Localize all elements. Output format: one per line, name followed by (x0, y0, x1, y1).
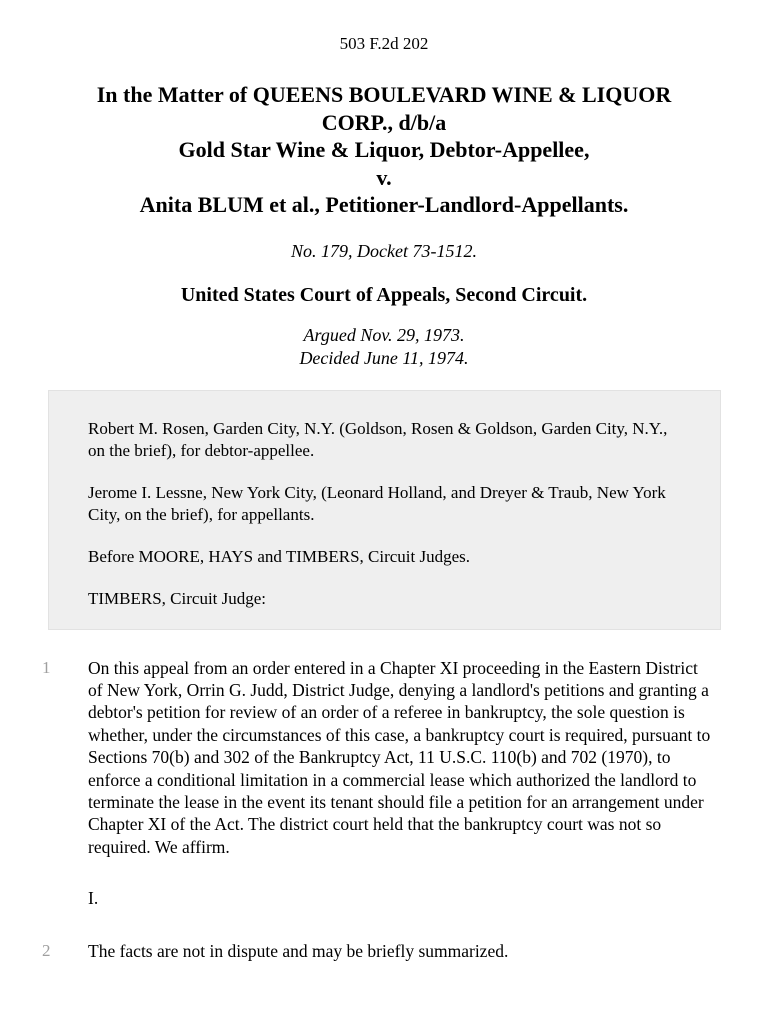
docket-number: No. 179, Docket 73-1512. (291, 240, 477, 261)
section-heading: I. (88, 888, 99, 909)
case-dates (0, 324, 768, 370)
case-title-line: In the Matter of QUEENS BOULEVARD WINE & LIQUOR (96, 82, 672, 107)
case-citation: 503 F.2d 202 (339, 34, 429, 53)
opinion-body (0, 657, 768, 962)
opinion-paragraph (0, 657, 768, 859)
attorney-paragraph: Jerome I. Lessne, New York City, (Leonard Holland, and Dreyer & Traub, New York City, on the brief), for appellants. (88, 482, 666, 524)
case-title-line: Gold Star Wine & Liquor, Debtor-Appellee, (178, 137, 590, 162)
case-title-line: v. (376, 164, 392, 190)
attorney-paragraph: Robert M. Rosen, Garden City, N.Y. (Goldson, Rosen & Goldson, Garden City, N.Y., on the brief), for debtor-appellee. (88, 418, 668, 460)
decided-date: Decided June 11, 1974. (299, 347, 469, 368)
opinion-paragraph (0, 940, 768, 962)
paragraph-number: 1 (42, 657, 51, 677)
attorneys-panel (48, 390, 721, 630)
paragraph-text: On this appeal from an order entered in a Chapter XI proceeding in the Eastern District of New York, Orrin G. Judd, District Judge, denying a landlord's petitions and granting a debtor's petition for review of an order of a referee in bankruptcy, the sole question is whether, under the circumstances of this case, a bankruptcy court is required, pursuant to Sections 70(b) and 302 of the Bankruptcy Act, 11 U.S.C. 110(b) and 702 (1970), to enforce a conditional limitation in a commercial lease which authorized the landlord to terminate the lease in the event its tenant should file a petition for an arrangement under Chapter XI of the Act. The district court held that the bankruptcy court was not so required. We affirm. (88, 657, 711, 857)
paragraph-text: The facts are not in dispute and may be briefly summarized. (88, 940, 509, 961)
opinion-author: TIMBERS, Circuit Judge: (88, 588, 267, 608)
paragraph-number: 2 (42, 940, 51, 960)
case-title-line: CORP., d/b/a (321, 109, 447, 135)
argued-date: Argued Nov. 29, 1973. (303, 324, 465, 345)
case-title (20, 81, 748, 219)
judges-paragraph: Before MOORE, HAYS and TIMBERS, Circuit Judges. (88, 546, 471, 566)
case-title-line: Anita BLUM et al., Petitioner-Landlord-Appellants. (139, 192, 629, 217)
court-name: United States Court of Appeals, Second Circuit. (180, 283, 588, 306)
